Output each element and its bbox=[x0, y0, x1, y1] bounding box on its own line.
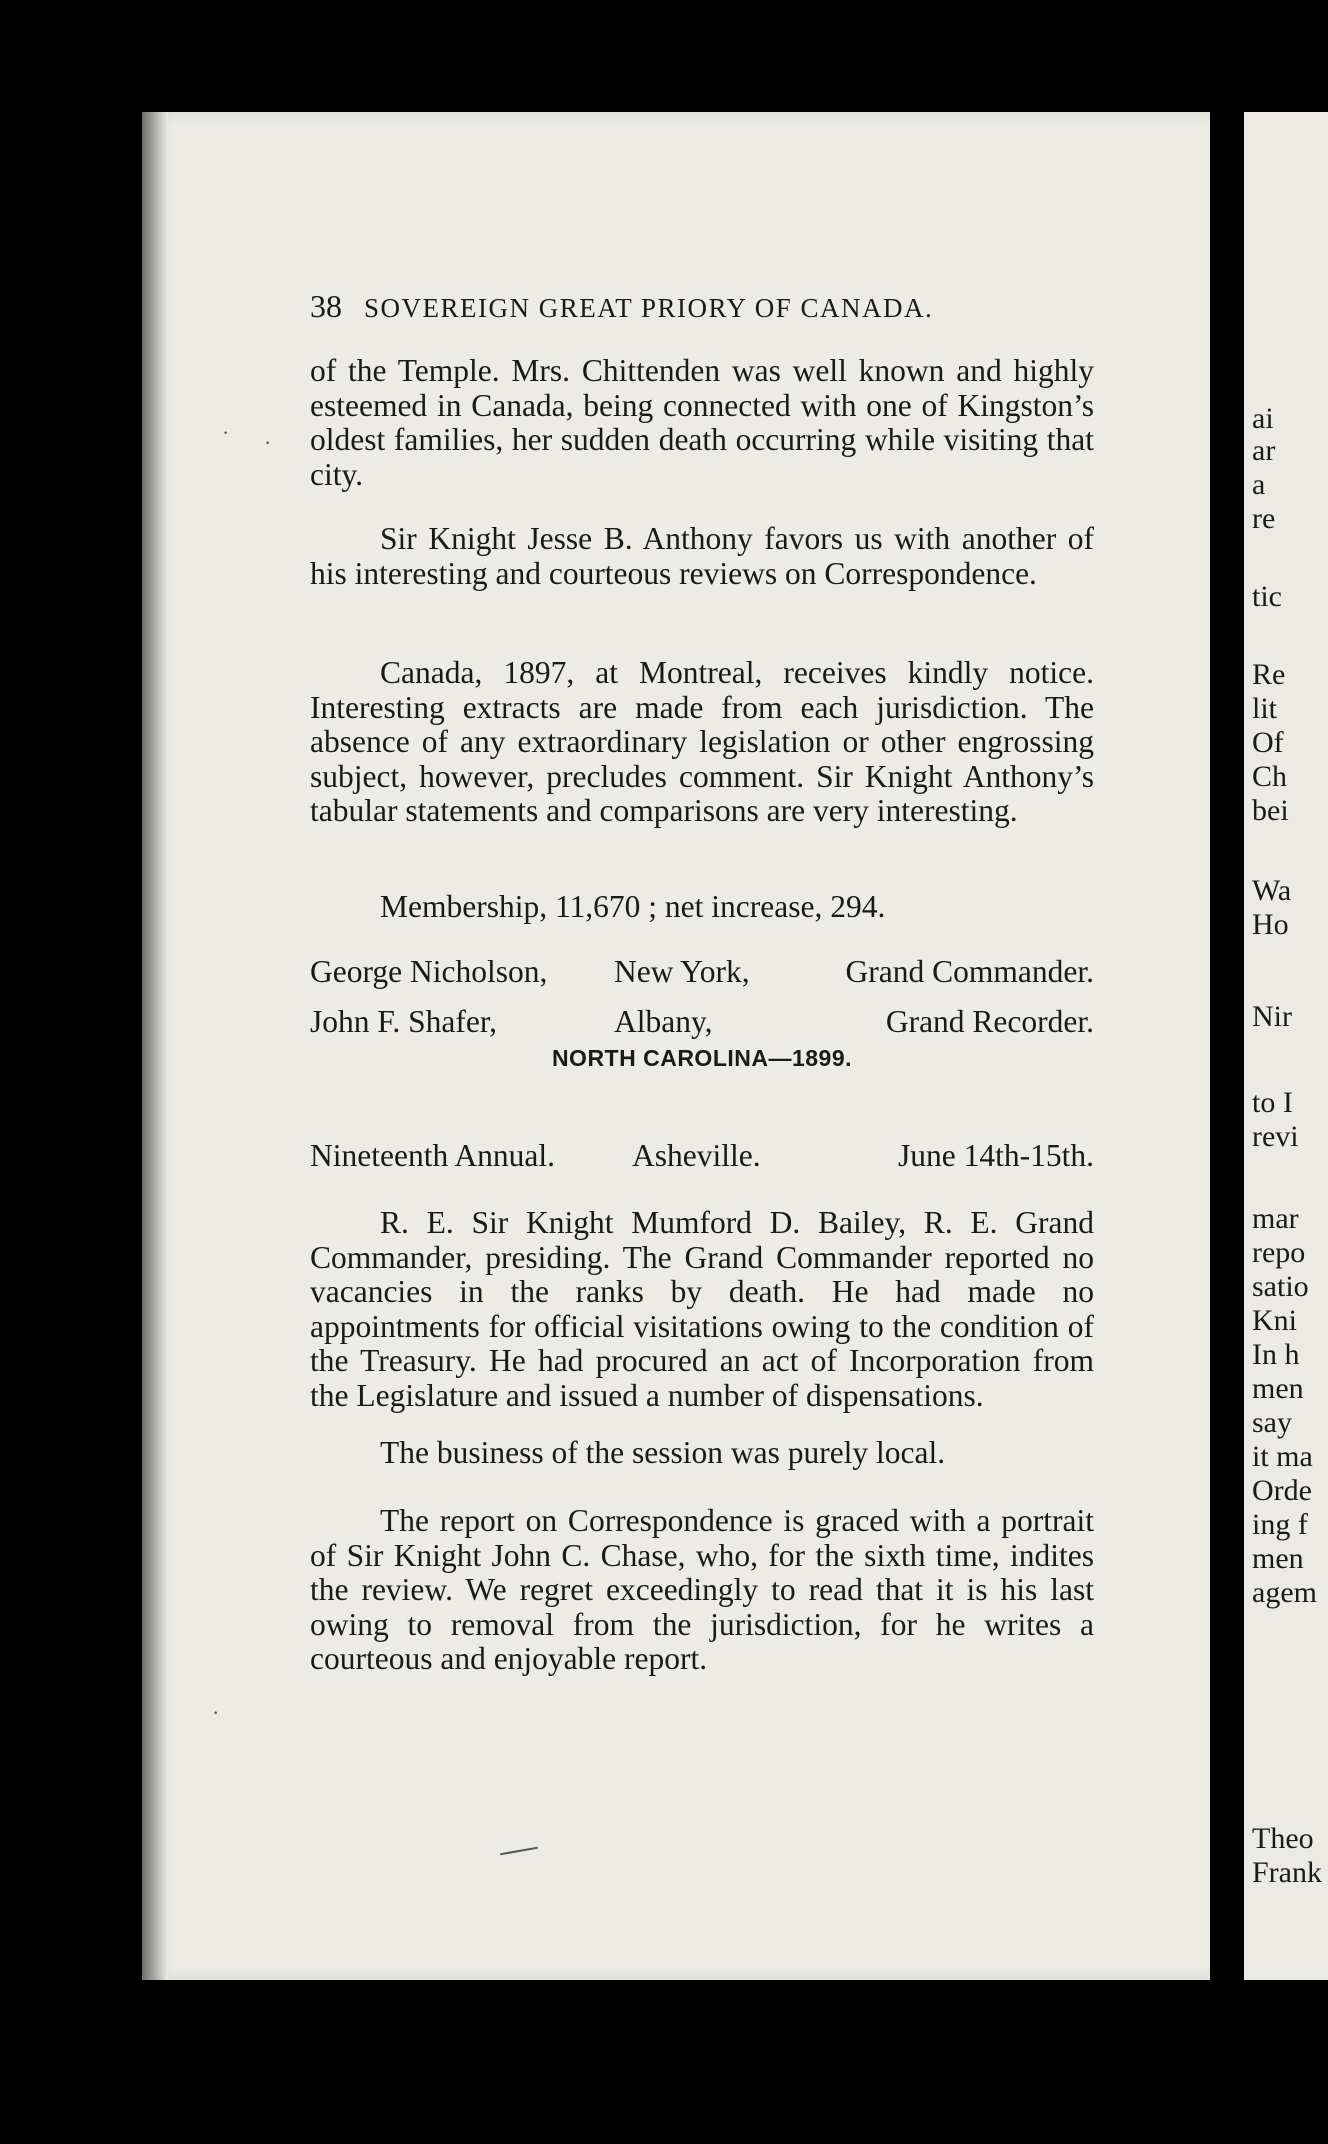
facing-fragment: Orde bbox=[1252, 1474, 1312, 1507]
session-annual: Nineteenth Annual. bbox=[310, 1138, 555, 1173]
facing-fragment: lit bbox=[1252, 692, 1278, 725]
officer-name: George Nicholson, bbox=[310, 954, 548, 989]
facing-fragment: ing f bbox=[1252, 1508, 1308, 1541]
page-number: 38 bbox=[310, 288, 342, 324]
paragraph: The report on Correspondence is graced with a portrait of Sir Knight John C. Chase, who, for the sixth time, indites the review. We regret exceedingly to read that it is his last owing to removal from the jurisdiction, for he writes a courteous and enjoyable report. bbox=[310, 1503, 1094, 1677]
facing-fragment: mar bbox=[1252, 1202, 1299, 1235]
facing-fragment: revi bbox=[1252, 1120, 1299, 1153]
officer-place: New York, bbox=[614, 954, 750, 989]
paragraph: R. E. Sir Knight Mumford D. Bailey, R. E. Grand Commander, presiding. The Grand Commander reported no vacancies in the ranks by death. He had made no appointments for official visitations owing to the condition of the Treasury. He had procured an act of Incorporation from the Legislature and issued a number of dispensations. bbox=[310, 1205, 1094, 1413]
facing-fragment: ar bbox=[1252, 434, 1276, 467]
margin-mark: · bbox=[212, 1700, 220, 1725]
facing-fragment: men bbox=[1252, 1542, 1304, 1575]
membership-line: Membership, 11,670 ; net increase, 294. bbox=[380, 889, 886, 924]
facing-fragment: repo bbox=[1252, 1236, 1306, 1269]
facing-fragment: Wa bbox=[1252, 874, 1292, 907]
facing-fragment: to I bbox=[1252, 1086, 1293, 1119]
facing-fragment: Theo bbox=[1252, 1822, 1314, 1855]
running-head bbox=[310, 288, 933, 325]
facing-fragment: a bbox=[1252, 468, 1266, 501]
officer-title: Grand Commander. bbox=[845, 954, 1094, 989]
margin-mark: · bbox=[222, 420, 230, 445]
facing-fragment: Of bbox=[1252, 726, 1284, 759]
margin-mark: · bbox=[264, 430, 272, 455]
facing-page-edge bbox=[1244, 112, 1328, 1980]
session-date: June 14th-15th. bbox=[898, 1138, 1094, 1173]
facing-fragment: re bbox=[1252, 502, 1276, 535]
facing-fragment: In h bbox=[1252, 1338, 1300, 1371]
paragraph: of the Temple. Mrs. Chittenden was well known and highly esteemed in Canada, being connected with one of Kingston’s oldest families, her sudden death occurring while visiting that city. bbox=[310, 353, 1094, 492]
facing-fragment: men bbox=[1252, 1372, 1304, 1405]
facing-fragment: it ma bbox=[1252, 1440, 1313, 1473]
facing-fragment: ai bbox=[1252, 402, 1274, 435]
page-binding-shadow bbox=[142, 112, 168, 1980]
session-place: Asheville. bbox=[632, 1138, 761, 1173]
officer-title: Grand Recorder. bbox=[885, 1004, 1094, 1039]
paragraph: Canada, 1897, at Montreal, receives kindly notice. Interesting extracts are made from each jurisdiction. The absence of any extraordinary legislation or other engrossing subject, however, precludes comment. Sir Knight Anthony’s tabular statements and comparisons are very interesting. bbox=[310, 655, 1094, 829]
facing-fragment: Ch bbox=[1252, 760, 1288, 793]
facing-fragment: say bbox=[1252, 1406, 1292, 1439]
facing-fragment: bei bbox=[1252, 794, 1289, 827]
facing-fragment: Kni bbox=[1252, 1304, 1297, 1337]
officer-place: Albany, bbox=[614, 1004, 713, 1039]
paragraph: Sir Knight Jesse B. Anthony favors us with another of his interesting and courteous reviews on Correspondence. bbox=[310, 521, 1094, 591]
officer-name: John F. Shafer, bbox=[310, 1004, 497, 1039]
facing-fragment: agem bbox=[1252, 1576, 1317, 1609]
facing-fragment: tic bbox=[1252, 580, 1282, 613]
running-head-title: SOVEREIGN GREAT PRIORY OF CANADA. bbox=[364, 293, 934, 323]
facing-fragment: Nir bbox=[1252, 1000, 1292, 1033]
facing-fragment: Re bbox=[1252, 658, 1286, 691]
page-gutter bbox=[1210, 112, 1244, 1980]
facing-fragment: Frank bbox=[1252, 1856, 1322, 1889]
paragraph: The business of the session was purely local. bbox=[380, 1435, 946, 1470]
facing-fragment: satio bbox=[1252, 1270, 1309, 1303]
facing-fragment: Ho bbox=[1252, 908, 1289, 941]
section-heading: NORTH CAROLINA—1899. bbox=[551, 1045, 853, 1071]
